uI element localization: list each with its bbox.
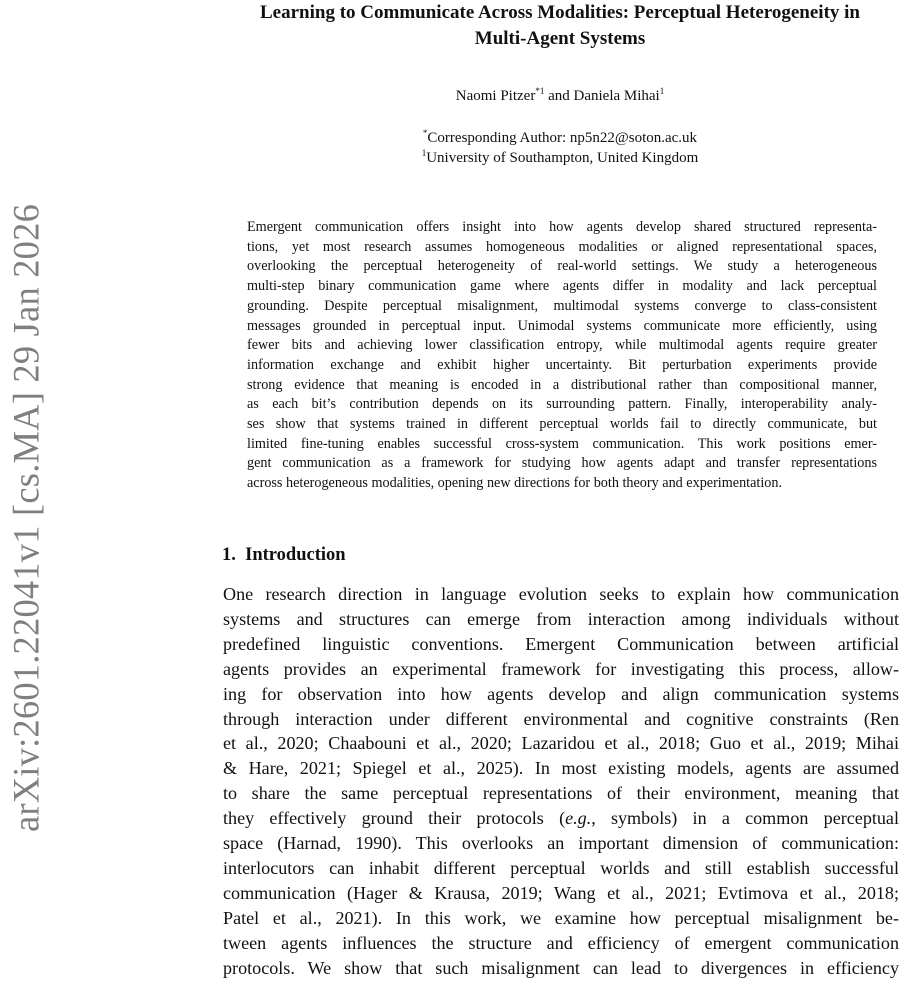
author-name: Daniela Mihai	[573, 88, 660, 104]
abstract-line: grounding. Despite perceptual misalignment, multimodal systems converge to class-consistent	[247, 297, 877, 314]
body-line: agents provides an experimental framework for investigating this process, allow-	[223, 658, 899, 679]
institution	[220, 148, 900, 168]
abstract-line: fewer bits and achieving lower classification entropy, while multimodal agents require greater	[247, 337, 877, 354]
section-title: Introduction	[245, 545, 346, 565]
author-footnote-mark: *1	[535, 86, 545, 96]
author-list	[220, 88, 900, 105]
body-line: systems and structures can emerge from interaction among individuals without	[223, 608, 899, 629]
abstract-line: messages grounded in perceptual input. Unimodal systems communicate more efficiently, using	[247, 317, 877, 334]
body-line-with-italic	[223, 806, 899, 831]
body-line: communication (Hager & Krausa, 2019; Wang et al., 2021; Evtimova et al., 2018;	[223, 882, 899, 903]
section-heading-introduction	[222, 545, 346, 566]
body-line: ing for observation into how agents develop and align communication systems	[223, 683, 899, 704]
body-line: et al., 2020; Chaabouni et al., 2020; Lazaridou et al., 2018; Guo et al., 2019; Mihai	[223, 733, 899, 754]
affiliations	[220, 128, 900, 168]
abstract-line: across heterogeneous modalities, opening new directions for both theory and experimentation.	[247, 475, 783, 492]
italic-abbreviation: e.g.	[565, 808, 592, 829]
abstract-line: information exchange and exhibit higher uncertainty. Bit perturbation experiments provide	[247, 356, 877, 373]
section-number: 1.	[222, 545, 236, 565]
abstract	[247, 218, 877, 494]
introduction-body	[223, 582, 899, 981]
abstract-line: overlooking the perceptual heterogeneity of real-world settings. We study a heterogeneous	[247, 258, 877, 275]
body-line: interlocutors can inhabit different perceptual worlds and still establish successful	[223, 857, 899, 878]
author-name: Naomi Pitzer	[455, 88, 536, 104]
footnote-mark: 1	[421, 148, 427, 158]
footnote-mark: *	[422, 128, 428, 138]
text-segment: , symbols) in a common perceptual	[591, 808, 899, 829]
abstract-line: as each bit’s contribution depends on its surrounding pattern. Finally, interoperability analy-	[247, 396, 877, 413]
body-line: space (Harnad, 1990). This overlooks an important dimension of communication:	[223, 833, 899, 854]
arxiv-identifier: arXiv:2601.22041v1 [cs.MA] 29 Jan 2026	[5, 203, 47, 832]
abstract-line: Emergent communication offers insight into how agents develop shared structured representa-	[247, 219, 877, 235]
abstract-line: tions, yet most research assumes homogeneous modalities or aligned representational spaces,	[247, 238, 877, 255]
body-line: to share the same perceptual representations of their environment, meaning that	[223, 783, 899, 804]
title-line: Multi-Agent Systems	[474, 28, 646, 49]
body-line: tween agents influences the structure and efficiency of emergent communication	[223, 932, 899, 953]
body-line: predefined linguistic conventions. Emergent Communication between artificial	[223, 633, 899, 654]
corresponding-author	[220, 128, 900, 148]
abstract-line: strong evidence that meaning is encoded in a distributional rather than compositional manner,	[247, 376, 877, 393]
body-line: through interaction under different environmental and cognitive constraints (Ren	[223, 708, 899, 729]
body-line: protocols. We show that such misalignment can lead to divergences in efficiency	[223, 957, 899, 978]
corresponding-email: Corresponding Author: np5n22@soton.ac.uk	[427, 130, 698, 146]
abstract-line: gent communication as a framework for studying how agents adapt and transfer representations	[247, 455, 877, 472]
body-line: & Hare, 2021; Spiegel et al., 2025). In most existing models, agents are assumed	[223, 758, 899, 779]
institution-name: University of Southampton, United Kingdom	[426, 150, 699, 166]
abstract-line: limited fine-tuning enables successful cross-system communication. This work positions emer-	[247, 435, 877, 452]
text-segment: they effectively ground their protocols (	[223, 808, 566, 829]
author-joiner: and	[544, 88, 574, 104]
body-line: Patel et al., 2021). In this work, we examine how perceptual misalignment be-	[223, 907, 899, 928]
author-footnote-mark: 1	[659, 86, 665, 96]
paper-title	[220, 0, 900, 52]
abstract-line: ses show that systems trained in different perceptual worlds fail to directly communicate, but	[247, 416, 877, 433]
abstract-line: multi-step binary communication game where agents differ in modality and lack perceptual	[247, 278, 877, 295]
body-line: One research direction in language evolution seeks to explain how communication	[223, 584, 899, 604]
arxiv-margin-stamp	[4, 150, 48, 885]
title-line: Learning to Communicate Across Modalities: Perceptual Heterogeneity in	[260, 2, 860, 23]
